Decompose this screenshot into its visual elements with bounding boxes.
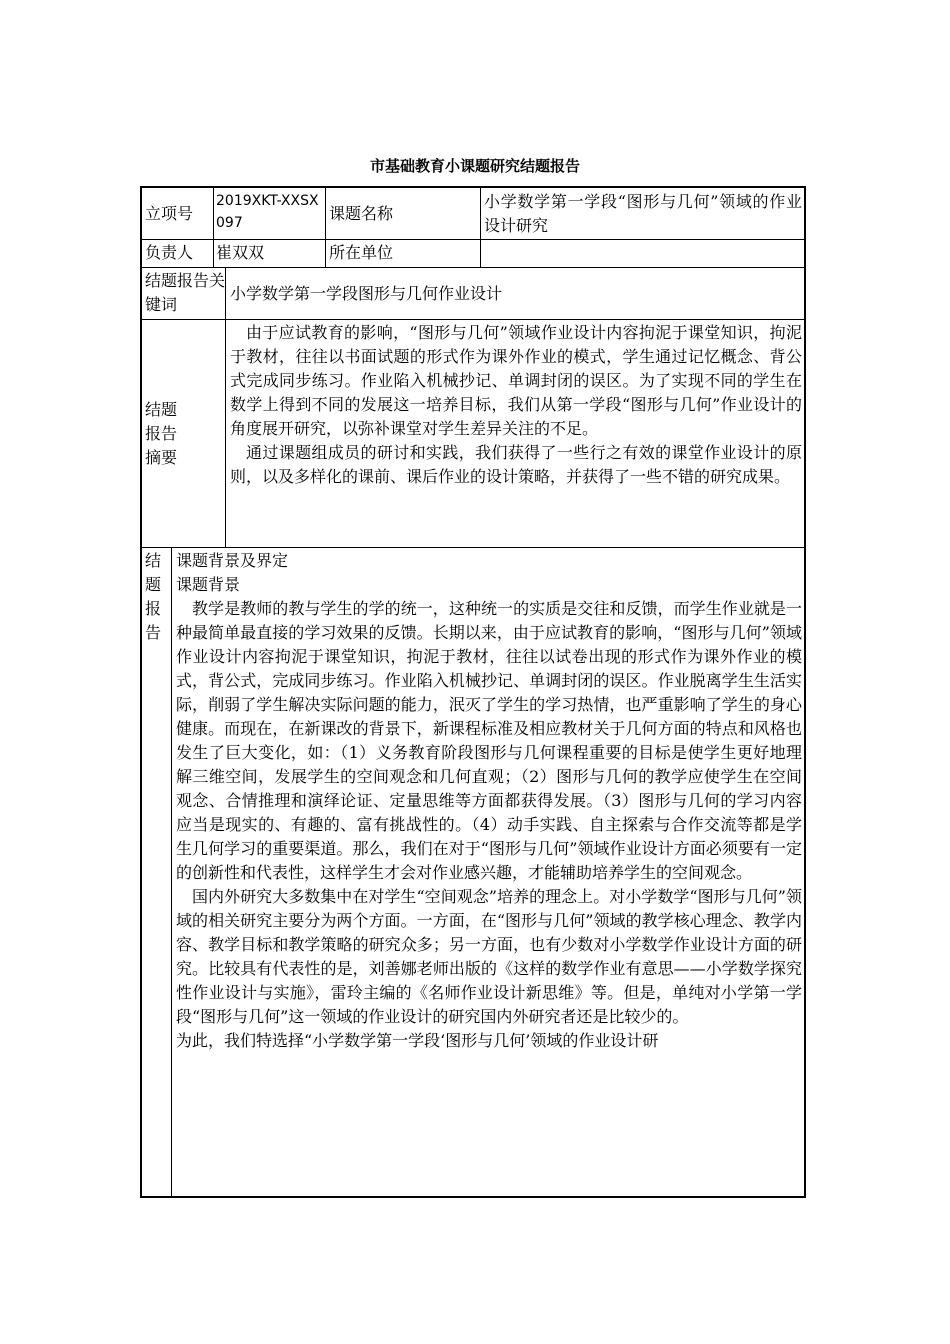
keywords-value: 小学数学第一学段图形与几何作业设计 [230,284,503,303]
unit-value [484,241,802,267]
label-abstract [145,320,179,547]
col-divider [171,548,172,1196]
label-leader: 负责人 [145,243,194,262]
label-report: 结题报告 [145,551,162,642]
col-divider [225,268,226,548]
col-divider [480,188,481,268]
project-no-value: 2019XKT-XXSX097 [216,193,319,231]
col-divider [325,188,326,268]
report-paragraph: 教学是教师的教与学生的学的统一，这种统一的实质是交往和反馈，而学生作业就是一种最简单最直接的学习效果的反馈。长期以来，由于应试教育的影响，“图形与几何”领域作业设计内容拘泥于课堂知识，拘泥于教材，往往以试卷出现的形式作为课外作业的模式，背公式，完成同步练习。作业陷入机械抄记、单调封闭的误区。作业脱离学生生活实际，削弱了学生解决实际问题的能力，泯灭了学生的学习热情，也严重影响了学生的身心健康。而现在，在新课改的背景下，新课程标准及相应教材关于几何方面的特点和风格也发生了巨大变化，如：（1）义务教育阶段图形与几何课程重要的目标是使学生更好地理解三维空间，发展学生的空间观念和几何直观；（2）图形与几何的教学应使学生在空间观念、合情推理和演绎论证、定量思维等方面都获得发展。（3）图形与几何的学习内容应当是现实的、有趣的、富有挑战性的。（4）动手实践、自主探索与合作交流等都是学生几何学习的重要渠道。那么，我们在对于“图形与几何”领域作业设计方面必须要有一定的创新性和代表性，这样学生才会对作业感兴趣，才能辅助培养学生的空间观念。 [176,599,802,882]
report-body [176,549,802,1195]
row-divider [142,267,804,268]
topic-name-value: 小学数学第一学段“图形与几何”领域的作业设计研究 [484,192,802,235]
section-heading: 课题背景及界定 [176,551,289,570]
report-title: 市基础教育小课题研究结题报告 [369,157,580,175]
report-paragraph: 国内外研究大多数集中在对学生“空间观念”培养的理念上。对小学数学“图形与几何”领域的相关研究主要分为两个方面。一方面，在“图形与几何”领域的教学核心理念、教学内容、教学目标和教学策略的研究众多；另一方面，也有少数对小学数学作业设计方面的研究。比较具有代表性的是，刘善娜老师出版的《这样的数学作业有意思——小学数学探究性作业设计与实施》，雷玲主编的《名师作业设计新思维》等。但是，单纯对小学第一学段“图形与几何”这一领域的作业设计的研究国内外研究者还是比较少的。 [176,887,802,1026]
label-keywords: 结题报告关键词 [145,271,226,314]
col-divider [213,188,214,268]
subsection-heading: 课题背景 [176,575,241,594]
abstract-paragraph: 由于应试教育的影响，“图形与几何”领域作业设计内容拘泥于课堂知识，拘泥于教材，往往以书面试题的形式作为课外作业的模式，学生通过记忆概念、背公式完成同步练习。作业陷入机械抄记、单调封闭的误区。为了实现不同的学生在数学上得到不同的发展这一培养目标，我们从第一学段“图形与几何”作业设计的角度展开研究，以弥补课堂对学生差异关注的不足。 [230,323,802,438]
leader-value: 崔双双 [216,243,265,262]
abstract-label-text: 结题报告摘要 [145,399,178,467]
abstract-paragraph: 通过课题组成员的研讨和实践，我们获得了一些行之有效的课堂作业设计的原则，以及多样化的课前、课后作业的设计策略，并获得了一些不错的研究成果。 [230,443,802,486]
abstract-body [230,321,802,547]
row-divider [142,547,804,548]
label-project-no: 立项号 [145,203,194,223]
label-topic-name: 课题名称 [329,203,394,223]
report-paragraph: 为此，我们特选择“小学数学第一学段‘图形与几何’领域的作业设计研 [176,1031,659,1050]
label-unit: 所在单位 [329,243,394,262]
row-divider [142,319,804,320]
row-divider [142,239,804,240]
report-table [140,186,806,1198]
